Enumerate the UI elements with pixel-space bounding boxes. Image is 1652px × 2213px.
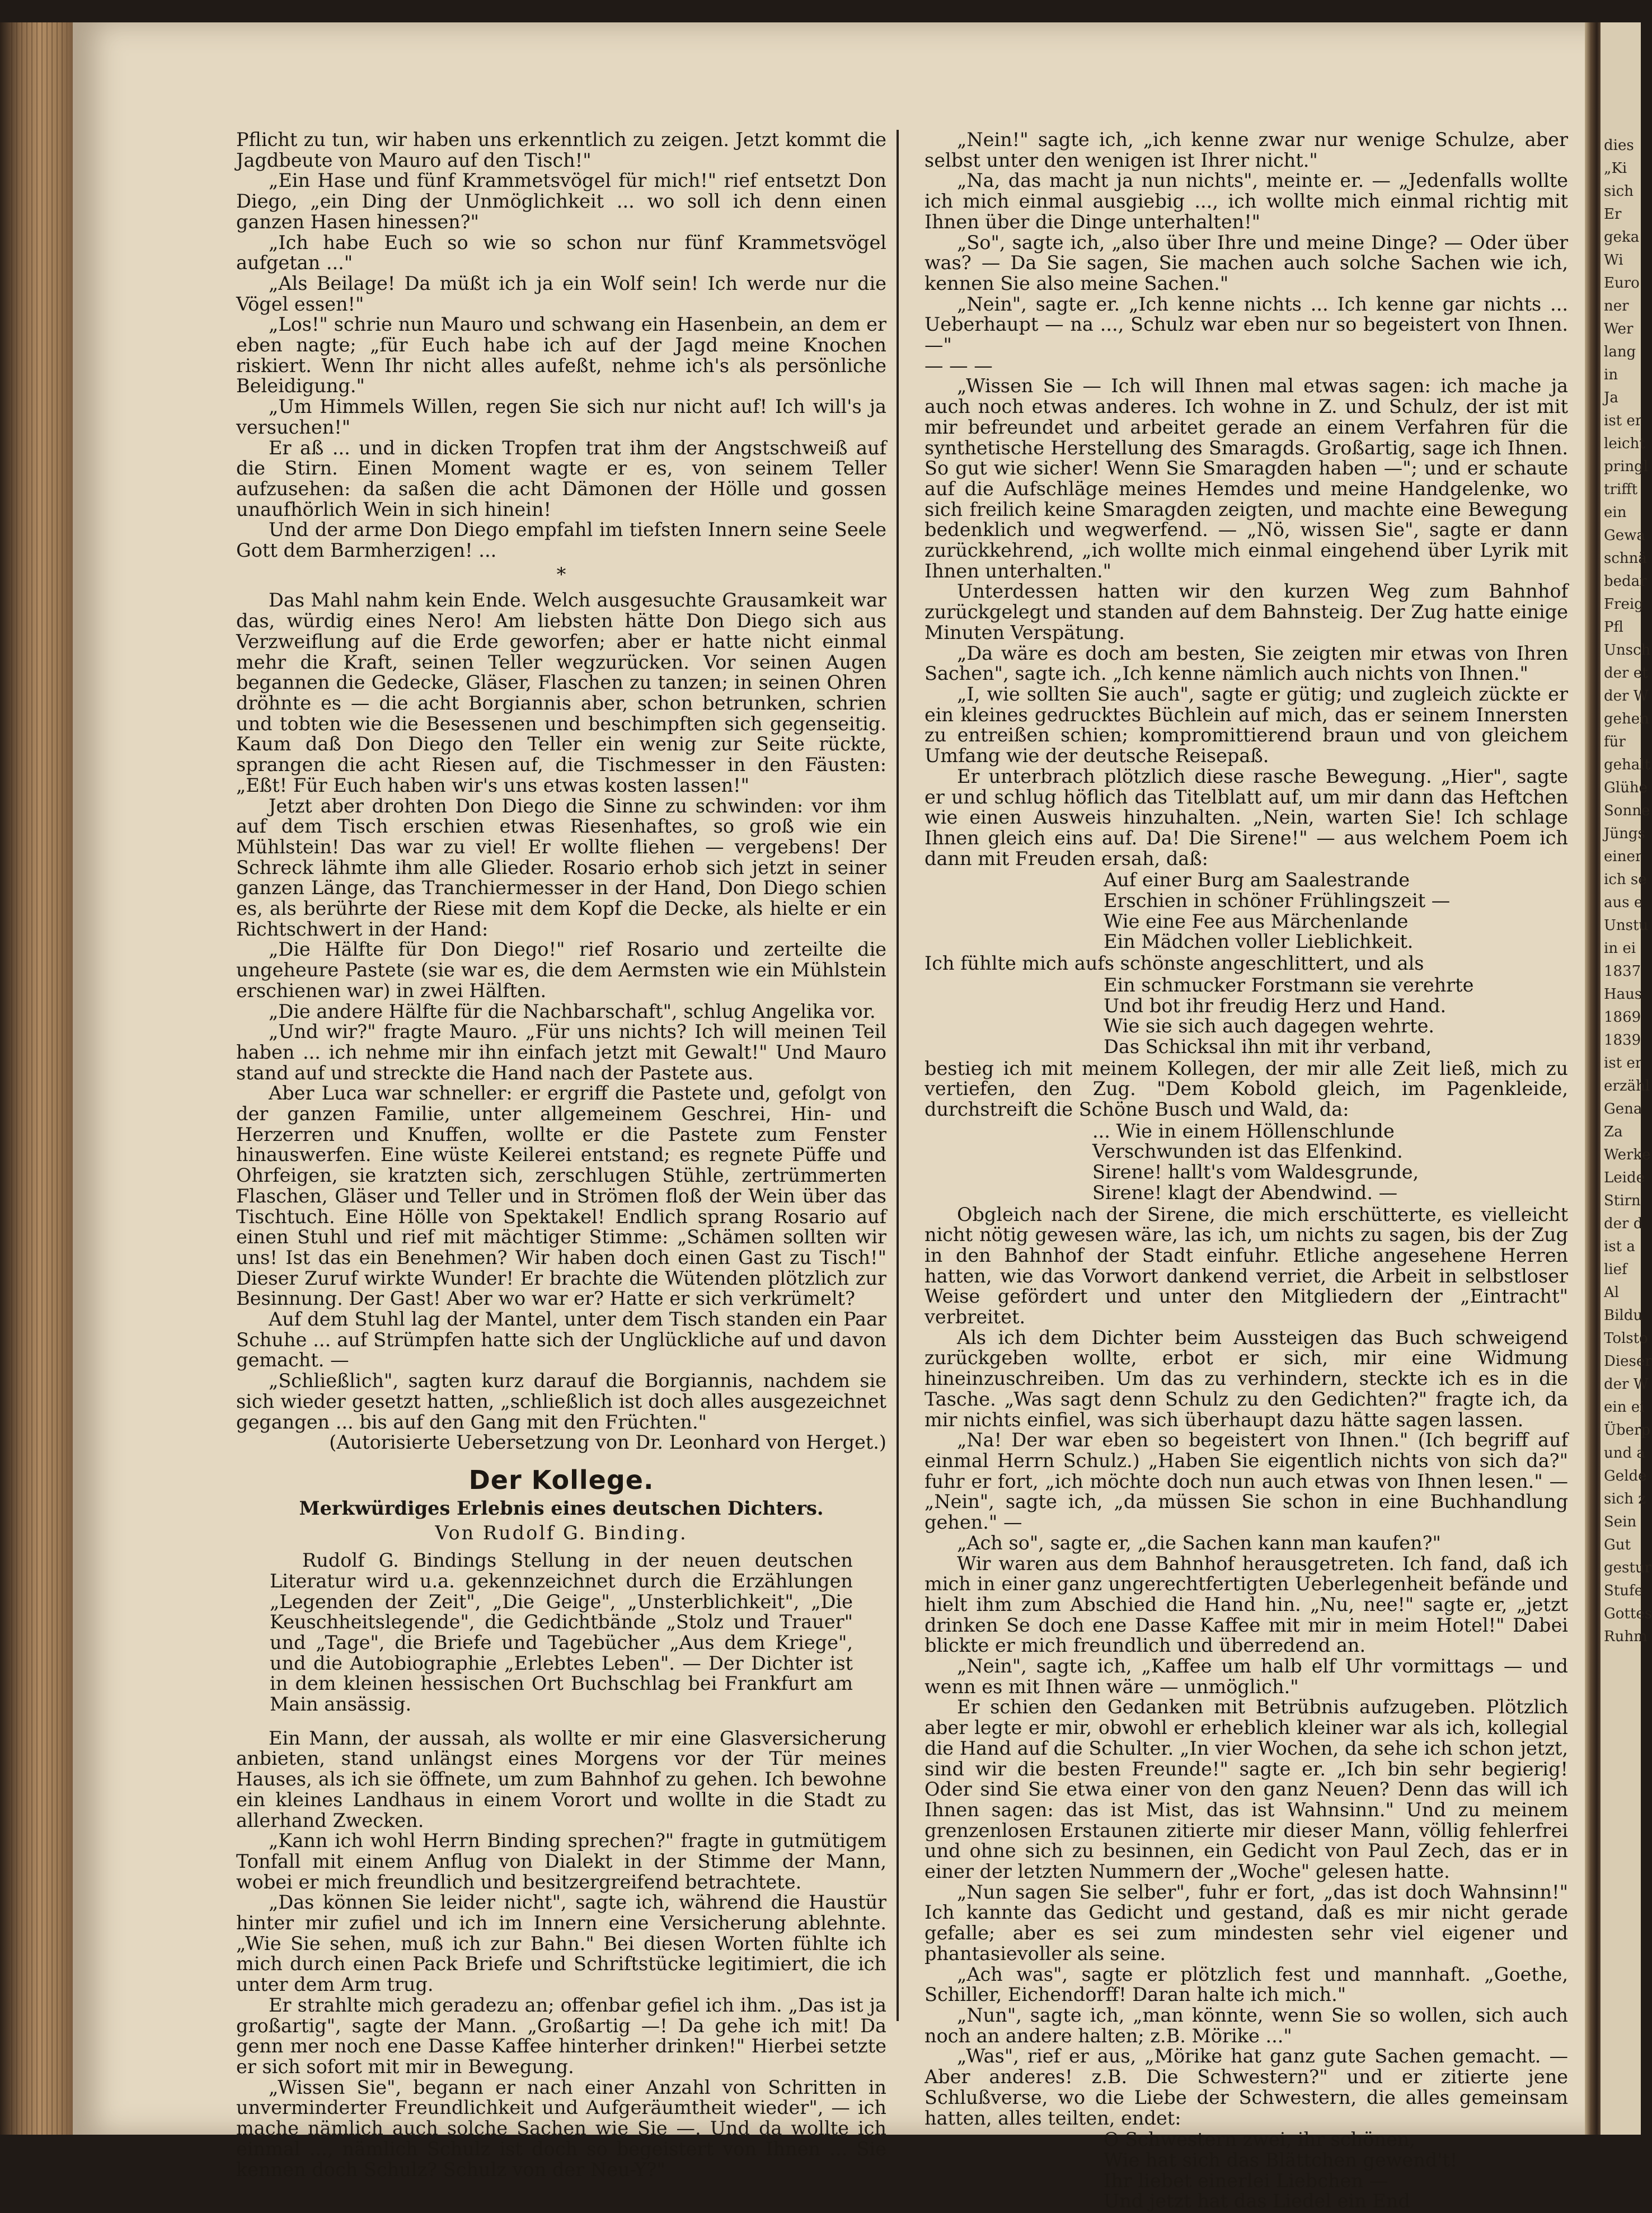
paragraph: „Nein", sagte er. „Ich kenne nichts ... Ich kenne gar nichts ... Ueberhaupt — na ..., Schulz war eben nur so begeistert von Ihnen. —"	[924, 293, 1568, 356]
paragraph: Das Mahl nahm kein Ende. Welch ausgesuchte Grausamkeit war das, würdig eines Nero! Am liebsten hätte Don Diego sich aus Verzweiflung auf die Erde geworfen; aber er hatte nicht einmal mehr die Kraft, seinen Teller wegzurücken. Vor seinen Augen begannen die Gedecke, Gläser, Flaschen zu tanzen; in seinen Ohren dröhnte es — die acht Borgiannis aber, schon betrunken, schrien und tobten wie die Besessenen und beschimpften sich gegenseitig. Kaum daß Don Diego den Teller ein wenig zur Seite rückte, sprangen die acht Riesen auf, die Tischmesser in den Fäusten: „Eßt! Für Euch haben wir's uns etwas kosten lassen!"	[236, 589, 886, 796]
paragraph: „I, wie sollten Sie auch", sagte er gütig; und zugleich zückte er ein kleines gedrucktes Büchlein auf mich, das er seinem Innersten zu entreißen schien; kompromittierend braun und von gleichem Umfang wie der deutsche Reisepaß.	[924, 683, 1568, 767]
article-title: Der Kollege.	[468, 1465, 654, 1495]
article-author: Von Rudolf G. Binding.	[435, 1522, 688, 1544]
adjacent-page-fragment-line: lief	[1604, 1261, 1627, 1278]
adjacent-page-fragment-line: aus e	[1604, 894, 1643, 911]
article-intro	[236, 1550, 886, 1715]
verse-line: Verschwunden ist das Elfenkind.	[1092, 1140, 1403, 1163]
dash-separator: — — —	[924, 354, 993, 377]
adjacent-page-fragment-line: 1869	[1604, 1009, 1641, 1026]
adjacent-page-fragment-line: Freig	[1604, 596, 1644, 613]
adjacent-page-fragment-line: pringl	[1604, 458, 1649, 475]
paragraph: „Und wir?" fragte Mauro. „Für uns nichts? Ich will meinen Teil haben ... ich nehme mir ihn einfach jetzt mit Gewalt!" Und Mauro stand auf und streckte die Hand nach der Pastete aus.	[236, 1021, 886, 1084]
paragraph: „Schließlich", sagten kurz darauf die Borgiannis, nachdem sie sich wieder gesetzt hatten, „schließlich ist doch alles ausgezeichnet gegangen ... bis auf den Gang mit den Früchten."	[236, 1370, 886, 1433]
right-column	[924, 130, 1568, 2213]
verse-line: Wie sie sich auch dagegen wehrte.	[1104, 1015, 1435, 1037]
adjacent-page-fragment-line: der W	[1604, 1376, 1649, 1393]
adjacent-page-fragment-line: ist er	[1604, 412, 1642, 429]
paragraph: Jetzt aber drohten Don Diego die Sinne zu schwinden: vor ihm auf dem Tisch erschien etwas Riesenhaftes, so groß wie ein Mühlstein! Das war zu viel! Er wollte fliehen — vergebens! Der Schreck lähmte ihm alle Glieder. Rosario erhob sich jetzt in seiner ganzen Länge, das Tranchiermesser in der Hand, Don Diego schien es, als berührte der Riese mit dem Kopf die Decke, als hielte er ein Richtschwert in der Hand:	[236, 795, 886, 940]
adjacent-page-fragment-line: sich	[1604, 183, 1634, 200]
adjacent-page-fragment-line: trifft	[1604, 481, 1638, 498]
paragraph: bestieg ich mit meinem Kollegen, der mir alle Zeit ließ, mich zu vertiefen, den Zug. "Dem Kobold gleich, im Pagenkleide, durchstreift die Schöne Busch und Wald, da:	[924, 1057, 1568, 1121]
adjacent-page-fragment-line: Ruhm	[1604, 1628, 1648, 1645]
adjacent-page-fragment-line: der d	[1604, 1215, 1643, 1232]
adjacent-page-fragment-line: leicht	[1604, 435, 1645, 452]
adjacent-page-fragment-line: ist a	[1604, 1238, 1635, 1255]
adjacent-page-fragment-line: Al	[1604, 1284, 1620, 1301]
paragraph: Aber Luca war schneller: er ergriff die Pastete und, gefolgt von der ganzen Familie, unter allgemeinem Geschrei, Hin- und Herzerren und Knuffen, wollte er die Pastete zum Fenster hinauswerfen. Eine wüste Keilerei entstand; es regnete Püffe und Ohrfeigen, sie kratzten sich, zerschlugen Stühle, zertrümmerten Flaschen, Gläser und Teller und in Strömen floß der Wein über das Tischtuch. Eine Hölle von Spektakel! Endlich sprang Rosario auf einen Stuhl und rief mit mächtiger Stimme: „Schämen sollten wir uns! Ist das ein Benehmen? Wir haben doch einen Gast zu Tisch!" Dieser Zuruf wirkte Wunder! Er brachte die Wütenden plötzlich zur Besinnung. Der Gast! Aber wo war er? Hatte er sich verkrümelt?	[236, 1082, 886, 1310]
adjacent-page-fragment	[1601, 22, 1652, 2135]
adjacent-page-fragment-line: Za	[1604, 1124, 1623, 1140]
paragraph: „Ach so", sagte er, „die Sachen kann man kaufen?"	[957, 1531, 1441, 1554]
adjacent-page-fragment-line: 1839	[1604, 1032, 1641, 1049]
adjacent-page-fragment-line: für	[1604, 734, 1626, 750]
paragraph: „Nun sagen Sie selber", fuhr er fort, „das ist doch Wahnsinn!" Ich kannte das Gedicht und gestand, daß es mir nicht gerade gefalle; aber es sei zum mindesten sehr viel eigener und phantasievoller als seine.	[924, 1881, 1568, 1965]
paragraph: „Nun", sagte ich, „man könnte, wenn Sie so wollen, sich auch noch an andere halten; z.B. Mörike ..."	[924, 2004, 1568, 2047]
paragraph: „Um Himmels Willen, regen Sie sich nur nicht auf! Ich will's ja versuchen!"	[236, 396, 886, 438]
adjacent-page-fragment-line: Tolsto	[1604, 1330, 1648, 1347]
verse-line: Ein Mädchen voller Lieblichkeit.	[1104, 931, 1414, 953]
adjacent-page-fragment-line: Haus	[1604, 986, 1642, 1003]
adjacent-page-fragment-line: geka	[1604, 229, 1640, 246]
paragraph: „Da wäre es doch am besten, Sie zeigten mir etwas von Ihren Sachen", sagte ich. „Ich kenne nämlich auch nichts von Ihnen."	[924, 642, 1568, 685]
adjacent-page-fragment-line: ner	[1604, 298, 1629, 314]
column-divider	[897, 130, 899, 2021]
paragraph: „So", sagte ich, „also über Ihre und meine Dinge? — Oder über was? — Da Sie sagen, Sie machen auch solche Sachen wie ich, kennen Sie also meine Sachen."	[924, 231, 1568, 294]
paragraph: Wir waren aus dem Bahnhof herausgetreten. Ich fand, daß ich mich in einer ganz ungerechtfertigten Ueberlegenheit befände und hielt ihm zum Abschied die Hand hin. „Nu, nee!" sagte er, „jetzt drinken Se doch ene Dasse Kaffee mit mir in meim Hotel!" Dabei blickte er mich freundlich und überredend an.	[924, 1552, 1568, 1657]
adjacent-page-fragment-line: Sonne	[1604, 802, 1650, 819]
adjacent-page-fragment-line: der et	[1604, 665, 1648, 682]
paragraph: Obgleich nach der Sirene, die mich erschütterte, es vielleicht nicht nötig gewesen wäre, las ich, um nichts zu sagen, bis der Zug in den Bahnhof der Stadt einfuhr. Etliche angesehene Herren hatten, wie das Vorwort dankend verriet, die Arbeit in selbstloser Weise gefördert und unter den Mitgliedern der „Eintracht" verbreitet.	[924, 1203, 1568, 1328]
adjacent-page-fragment-line: dies	[1604, 137, 1634, 154]
adjacent-page-fragment-line: Überp	[1604, 1422, 1651, 1439]
verse-line: ... Wie in einem Höllenschlunde	[1092, 1120, 1395, 1142]
page-stack-lines	[11, 22, 67, 2135]
adjacent-page-fragment-line: Unstu	[1604, 917, 1649, 934]
verse-line: Sirene! hallt's vom Waldesgrunde,	[1092, 1161, 1419, 1183]
adjacent-page-fragment-line: Wi	[1604, 252, 1623, 269]
intro-paragraph: Rudolf G. Bindings Stellung in der neuen deutschen Literatur wird u.a. gekennzeichnet durch die Erzählungen „Legenden der Zeit", „Die Geige", „Unsterblichkeit", „Die Keuschheitslegende", die Gedichtbände „Stolz und Trauer" und „Tage", die Briefe und Tagebücher „Aus dem Kriege", und die Autobiographie „Erlebtes Leben". — Der Dichter ist in dem kleinen hessischen Ort Buchschlag bei Frankfurt am Main ansässig.	[270, 1549, 853, 1716]
adjacent-page-fragment-line: Wer	[1604, 321, 1634, 337]
verse-line: Erschien in schöner Frühlingszeit —	[1104, 890, 1451, 912]
adjacent-page-fragment-line: sich z	[1604, 1491, 1646, 1507]
section-separator: *	[556, 563, 566, 585]
paragraph: „Nein", sagte ich, „Kaffee um halb elf Uhr vormittags — und wenn es mit Ihnen wäre — unmöglich."	[924, 1655, 1568, 1698]
poem-stanza-2	[924, 975, 1568, 1058]
adjacent-page-fragment-line: Stufe	[1604, 1582, 1644, 1599]
verse-line: Und bot ihr freudig Herz und Hand.	[1104, 994, 1447, 1017]
adjacent-page-fragment-line: in ei	[1604, 940, 1636, 957]
adjacent-page-fragment-line: „Ki	[1604, 160, 1627, 177]
adjacent-page-fragment-line: Unsch	[1604, 642, 1651, 659]
paragraph: „Nein!" sagte ich, „ich kenne zwar nur wenige Schulze, aber selbst unter den wenigen ist Ihrer nicht."	[924, 129, 1568, 171]
paragraph: „Ich habe Euch so wie so schon nur fünf Krammetsvögel aufgetan ..."	[236, 231, 886, 274]
adjacent-page-fragment-line: lang	[1604, 344, 1636, 360]
adjacent-page-fragment-line: Gelde	[1604, 1468, 1647, 1484]
verse-line: Wie hat sich das Blättchen gewend't!	[1104, 2149, 1458, 2171]
adjacent-page-fragment-line: gehalt	[1604, 757, 1651, 773]
adjacent-page-fragment-line: Ja	[1604, 389, 1618, 406]
paragraph: Und der arme Don Diego empfahl im tiefsten Innern seine Seele Gott dem Barmherzigen! ...	[236, 519, 886, 562]
verse-line: Das Schicksal ihn mit ihr verband,	[1104, 1035, 1432, 1058]
translation-credit: (Autorisierte Uebersetzung von Dr. Leonhard von Herget.)	[329, 1431, 886, 1454]
paragraph: Ein Mann, der aussah, als wollte er mir eine Glasversicherung anbieten, stand unlängst eines Morgens vor der Tür meines Hauses, als ich sie öffnete, um zum Bahnhof zu gehen. Ich bewohne ein kleines Landhaus in einem Vorort und wollte in die Stadt zu allerhand Zwecken.	[236, 1727, 886, 1831]
paragraph: „Wissen Sie", begann er nach einer Anzahl von Schritten in unverminderter Freundlichkeit und Aufgeräumtheit wieder", — ich mache nämlich auch solche Sachen wie Sie —. Und da wollte ich einmal ..., nämlich Schulz ist doch so begeistert von Ihnen ... Sie kennen doch Schulz? Schulz von der Neu-Y?"	[236, 2076, 886, 2181]
poem-stanza-3	[924, 1121, 1568, 1204]
paragraph: Er schien den Gedanken mit Betrübnis aufzugeben. Plötzlich aber legte er mir, obwohl er erheblich kleiner war als ich, kollegial die Hand auf die Schulter. „In vier Wochen, da sehe ich schon jetzt, sind wir die besten Freunde!" sagte er. „Ich bin sehr begierig! Oder sind Sie etwa einer von den ganz Neuen? Denn das will ich Ihnen sagen: das ist Mist, das ist Wahnsinn." Und zu meinem grenzenlosen Erstaunen zitierte mir dieser Mann, völlig fehlerfrei und ohne sich zu besinnen, ein Gedicht von Paul Zech, das er in einer der letzten Nummern der „Woche" gelesen hatte.	[924, 1696, 1568, 1883]
verse-line: Sirene! klagt der Abendwind. —	[1092, 1181, 1398, 1204]
paragraph: „Als Beilage! Da müßt ich ja ein Wolf sein! Ich werde nur die Vögel essen!"	[236, 272, 886, 315]
adjacent-page-fragment-line: 1837	[1604, 963, 1641, 980]
paragraph: „Die Hälfte für Don Diego!" rief Rosario und zerteilte die ungeheure Pastete (sie war es, die dem Aermsten wie ein Mühlstein erschienen war) in zwei Hälften.	[236, 938, 886, 1002]
adjacent-page-fragment-line: schnä	[1604, 550, 1647, 567]
adjacent-page-fragment-line: der W	[1604, 688, 1649, 704]
paragraph: „Na! Der war eben so begeistert von Ihnen." (Ich begriff auf einmal Herrn Schulz.) „Haben Sie eigentlich nichts von sich da?" fuhr er fort, „ich möchte doch nun auch etwas von Ihnen lesen." — „Nein", sagte ich, „da müssen Sie schon in eine Buchhandlung gehen." —	[924, 1429, 1568, 1534]
poem-stanza-4	[924, 2130, 1568, 2212]
paragraph: „Ein Hase und fünf Krammetsvögel für mich!" rief entsetzt Don Diego, „ein Ding der Unmöglichkeit ... wo soll ich denn einen ganzen Hasen hinessen?"	[236, 170, 886, 233]
adjacent-page-fragment-line: Sein	[1604, 1514, 1637, 1530]
adjacent-page-fragment-line: Glühe	[1604, 779, 1648, 796]
paragraph: „Ach was", sagte er plötzlich fest und mannhaft. „Goethe, Schiller, Eichendorff! Daran halte ich mich."	[924, 1963, 1568, 2006]
adjacent-page-fragment-line: Stirn	[1604, 1192, 1641, 1209]
adjacent-page-text	[1604, 134, 1652, 1648]
paragraph: Pflicht zu tun, wir haben uns erkenntlich zu zeigen. Jetzt kommt die Jagdbeute von Mauro auf den Tisch!"	[236, 129, 886, 171]
adjacent-page-fragment-line: ein ei	[1604, 1399, 1645, 1416]
adjacent-page-fragment-line: ein	[1604, 504, 1627, 521]
verse-line: Ein schmucker Forstmann sie verehrte	[1104, 974, 1474, 996]
adjacent-page-fragment-line: Gewa	[1604, 527, 1645, 544]
paragraph: Er aß ... und in dicken Tropfen trat ihm der Angstschweiß auf die Stirn. Einen Moment wagte er es, von seinem Teller aufzusehen: da saßen die acht Dämonen der Hölle und gossen unaufhörlich Wein in sich hinein!	[236, 436, 886, 520]
paragraph: „Die andere Hälfte für die Nachbarschaft", schlug Angelika vor.	[269, 1000, 876, 1022]
adjacent-page-fragment-line: Gut	[1604, 1537, 1631, 1553]
adjacent-page-fragment-line: Bildu	[1604, 1307, 1643, 1324]
adjacent-page-fragment-line: gestur	[1604, 1559, 1651, 1576]
paragraph: „Das können Sie leider nicht", sagte ich, während die Haustür hinter mir zufiel und ich im Innern eine Versicherung ablehnte. „Wie Sie sehen, muß ich zur Bahn." Bei diesen Worten fühlte ich mich durch einen Pack Briefe und Schriftstücke legitimiert, die ich unter dem Arm trug.	[236, 1891, 886, 1996]
adjacent-page-fragment-line: einer	[1604, 848, 1642, 865]
paragraph: Auf dem Stuhl lag der Mantel, unter dem Tisch standen ein Paar Schuhe ... auf Strümpfen hatte sich der Unglückliche auf und davon gemacht. —	[236, 1308, 886, 1371]
paragraph: „Los!" schrie nun Mauro und schwang ein Hasenbein, an dem er eben nagte; „für Euch habe ich auf der Jagd meine Knochen riskiert. Wenn Ihr nicht alles aufeßt, nehme ich's als persönliche Beleidigung."	[236, 313, 886, 397]
adjacent-page-fragment-line: Jüngs	[1604, 825, 1645, 842]
left-column	[236, 130, 886, 2180]
paragraph: Ich fühlte mich aufs schönste angeschlittert, und als	[924, 952, 1424, 975]
adjacent-page-fragment-line: erzähl	[1604, 1078, 1650, 1094]
adjacent-page-fragment-line: Gena	[1604, 1101, 1642, 1117]
adjacent-page-fragment-line: Leide	[1604, 1169, 1645, 1186]
paragraph: „Wissen Sie — Ich will Ihnen mal etwas sagen: ich mache ja auch noch etwas anderes. Ich wohne in Z. und Schulz, der ist mit mir befreundet und arbeitet gerade an einem Verfahren für die synthetische Herstellung des Smaragds. Großartig, sage ich Ihnen. So gut wie sicher! Wenn Sie Smaragden haben —"; und er schaute auf die Aufschläge meines Hemdes und meine Handgelenke, wo sich freilich keine Smaragden zeigten, und machte eine Bewegung bedenklich und wegwerfend. — „Nö, wissen Sie", sagte er dann zurückkehrend, „ich wollte mich einmal eingehend über Lyrik mit Ihnen unterhalten."	[924, 375, 1568, 582]
paragraph: „Was", rief er aus, „Mörike hat ganz gute Sachen gemacht. — Aber anderes! z.B. Die Schwestern?" und er zitierte jene Schlußverse, wo die Liebe der Schwestern, die alles gemeinsam hatten, alles teilten, endet:	[924, 2045, 1568, 2129]
paragraph: Unterdessen hatten wir den kurzen Weg zum Bahnhof zurückgelegt und standen auf dem Bahnsteig. Der Zug hatte einige Minuten Verspätung.	[924, 580, 1568, 643]
adjacent-page-fragment-line: ich se	[1604, 871, 1647, 888]
paragraph: „Kann ich wohl Herrn Binding sprechen?" fragte in gutmütigem Tonfall mit einem Anflug von Dialekt in der Stimme der Mann, wobei er mich freundlich und besitzergreifend betrachtete.	[236, 1830, 886, 1893]
verse-line: Wie eine Fee aus Märchenlande	[1104, 910, 1409, 932]
verse-line: Ihr liebet einerlei Liebchen —	[1104, 2169, 1388, 2192]
paragraph: Als ich dem Dichter beim Aussteigen das Buch schweigend zurückgeben wollte, erbot er sich, mir eine Widmung hineinzuschreiben. Um das zu verhindern, steckte ich es in die Tasche. „Was sagt denn Schulz zu den Gedichten?" fragte ich, da mir nichts einfiel, was sich überhaupt dazu hätte sagen lassen.	[924, 1326, 1568, 1431]
article-subtitle: Merkwürdiges Erlebnis eines deutschen Dichters.	[299, 1497, 824, 1519]
adjacent-page-fragment-line: ist er	[1604, 1055, 1642, 1072]
poem-stanza-1	[924, 870, 1568, 952]
adjacent-page-fragment-line: Gottes	[1604, 1605, 1652, 1622]
adjacent-page-fragment-line: Pfl	[1604, 619, 1623, 636]
adjacent-page-fragment-line: Er	[1604, 206, 1622, 223]
adjacent-page-fragment-line: in	[1604, 367, 1618, 383]
verse-line: Und jetzt hat das Liedel ein End	[1104, 2190, 1410, 2212]
adjacent-page-fragment-line: bedar	[1604, 573, 1647, 590]
adjacent-page-fragment-line: Euro	[1604, 275, 1640, 292]
verse-line: Auf einer Burg am Saalestrande	[1104, 869, 1410, 891]
paragraph: Er unterbrach plötzlich diese rasche Bewegung. „Hier", sagte er und schlug höflich das Titelblatt auf, um mir dann das Heftchen wie einen Ausweis hinzuhalten. „Nein, warten Sie! Ich schlage Ihnen gleich eins auf. Da! Die Sirene!" — aus welchem Poem ich dann mit Freuden ersah, daß:	[924, 765, 1568, 870]
paragraph: Er strahlte mich geradezu an; offenbar gefiel ich ihm. „Das ist ja großartig", sagte der Mann. „Großartig —! Da gehe ich mit! Da genn mer noch ene Dasse Kaffee hinterher drinken!" Hierbei setzte er sich sofort mit mir in Bewegung.	[236, 1994, 886, 2078]
adjacent-page-fragment-line: Dieser	[1604, 1353, 1652, 1370]
adjacent-page-fragment-line: Werke	[1604, 1147, 1651, 1163]
adjacent-page-fragment-line: gehen	[1604, 711, 1649, 727]
verse-line: O Schwestern zwei, ihr schönen,	[1104, 2129, 1416, 2151]
adjacent-page-fragment-line: und a	[1604, 1445, 1645, 1462]
paragraph: „Na, das macht ja nun nichts", meinte er. — „Jedenfalls wollte ich mich einmal ausgiebig ..., ich wollte mich einmal richtig mit Ihnen über die Dinge unterhalten!"	[924, 170, 1568, 233]
